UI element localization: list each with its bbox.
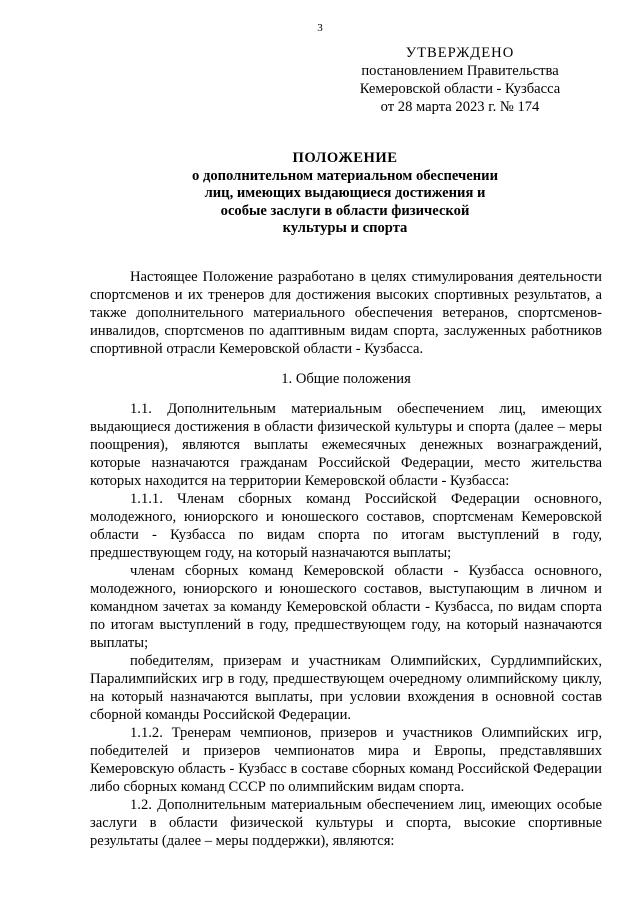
title-main: ПОЛОЖЕНИЕ (292, 150, 398, 166)
paragraph-national-teams: членам сборных команд Кемеровской области - Кузбасса основного, молодежного, юниорского и юношеского составов, выступающим в личном и командном зачетах за команду Кемеровской области - Кузбасса, по видам спорта по итогам выступлений в году, предшествующем году, на который назначаются выплаты; (90, 563, 602, 651)
paragraph-olympians: победителям, призерам и участникам Олимпийских, Сурдлимпийских, Паралимпийских игр в году, предшествующем очередному олимпийскому циклу, на который назначаются выплаты, при условии вхождения в основной состав сборной команды Российской Федерации. (90, 653, 602, 723)
approval-line-1: постановлением Правительства (361, 63, 559, 79)
document-body (90, 268, 602, 850)
preamble-paragraph: Настоящее Положение разработано в целях стимулирования деятельности спортсменов и их тренеров для достижения высоких спортивных результатов, а также дополнительного материального обеспечения ветеранов, спортсменов-инвалидов, спортсменов по адаптивным видам спорта, заслуженных работников спортивной отрасли Кемеровской области - Кузбасса. (90, 269, 602, 357)
paragraph-1-1-2: 1.1.2. Тренерам чемпионов, призеров и участников Олимпийских игр, победителей и призеров чемпионатов мира и Европы, представлявших Кемеровскую область - Кузбасс в составе сборных команд Российской Федерации либо сборных команд СССР по олимпийским видам спорта. (90, 725, 602, 795)
paragraph-1-2: 1.2. Дополнительным материальным обеспечением лиц, имеющих особые заслуги в области физической культуры и спорта, высокие спортивные результаты (далее – меры поддержки), являются: (90, 797, 602, 849)
title-line-3: особые заслуги в области физической (220, 202, 470, 219)
page-number: 3 (317, 22, 323, 34)
section-heading: 1. Общие положения (281, 371, 411, 387)
paragraph-1-1-1: 1.1.1. Членам сборных команд Российской Федерации основного, молодежного, юниорского и юношеского составов, спортсменам Кемеровской области - Кузбасса по видам спорта по итогам выступлений в году, предшествующем году, на который назначаются выплаты; (90, 491, 602, 561)
title-line-1: о дополнительном материальном обеспечении (192, 167, 498, 184)
approval-stamp (345, 44, 575, 116)
approval-line-3: от 28 марта 2023 г. № 174 (380, 99, 540, 115)
approval-line-2: Кемеровской области - Кузбасса (359, 81, 561, 97)
title-line-2: лиц, имеющих выдающиеся достижения и (204, 185, 486, 201)
title-line-4: культуры и спорта (282, 220, 408, 236)
paragraph-1-1: 1.1. Дополнительным материальным обеспечением лиц, имеющих выдающиеся достижения в области физической культуры и спорта (далее – меры поощрения), являются выплаты ежемесячных денежных вознаграждений, которые назначаются гражданам Российской Федерации, место жительства которых находится на территории Кемеровской области - Кузбасса: (90, 401, 602, 489)
document-title (80, 150, 610, 238)
approval-title: УТВЕРЖДЕНО (405, 45, 515, 61)
